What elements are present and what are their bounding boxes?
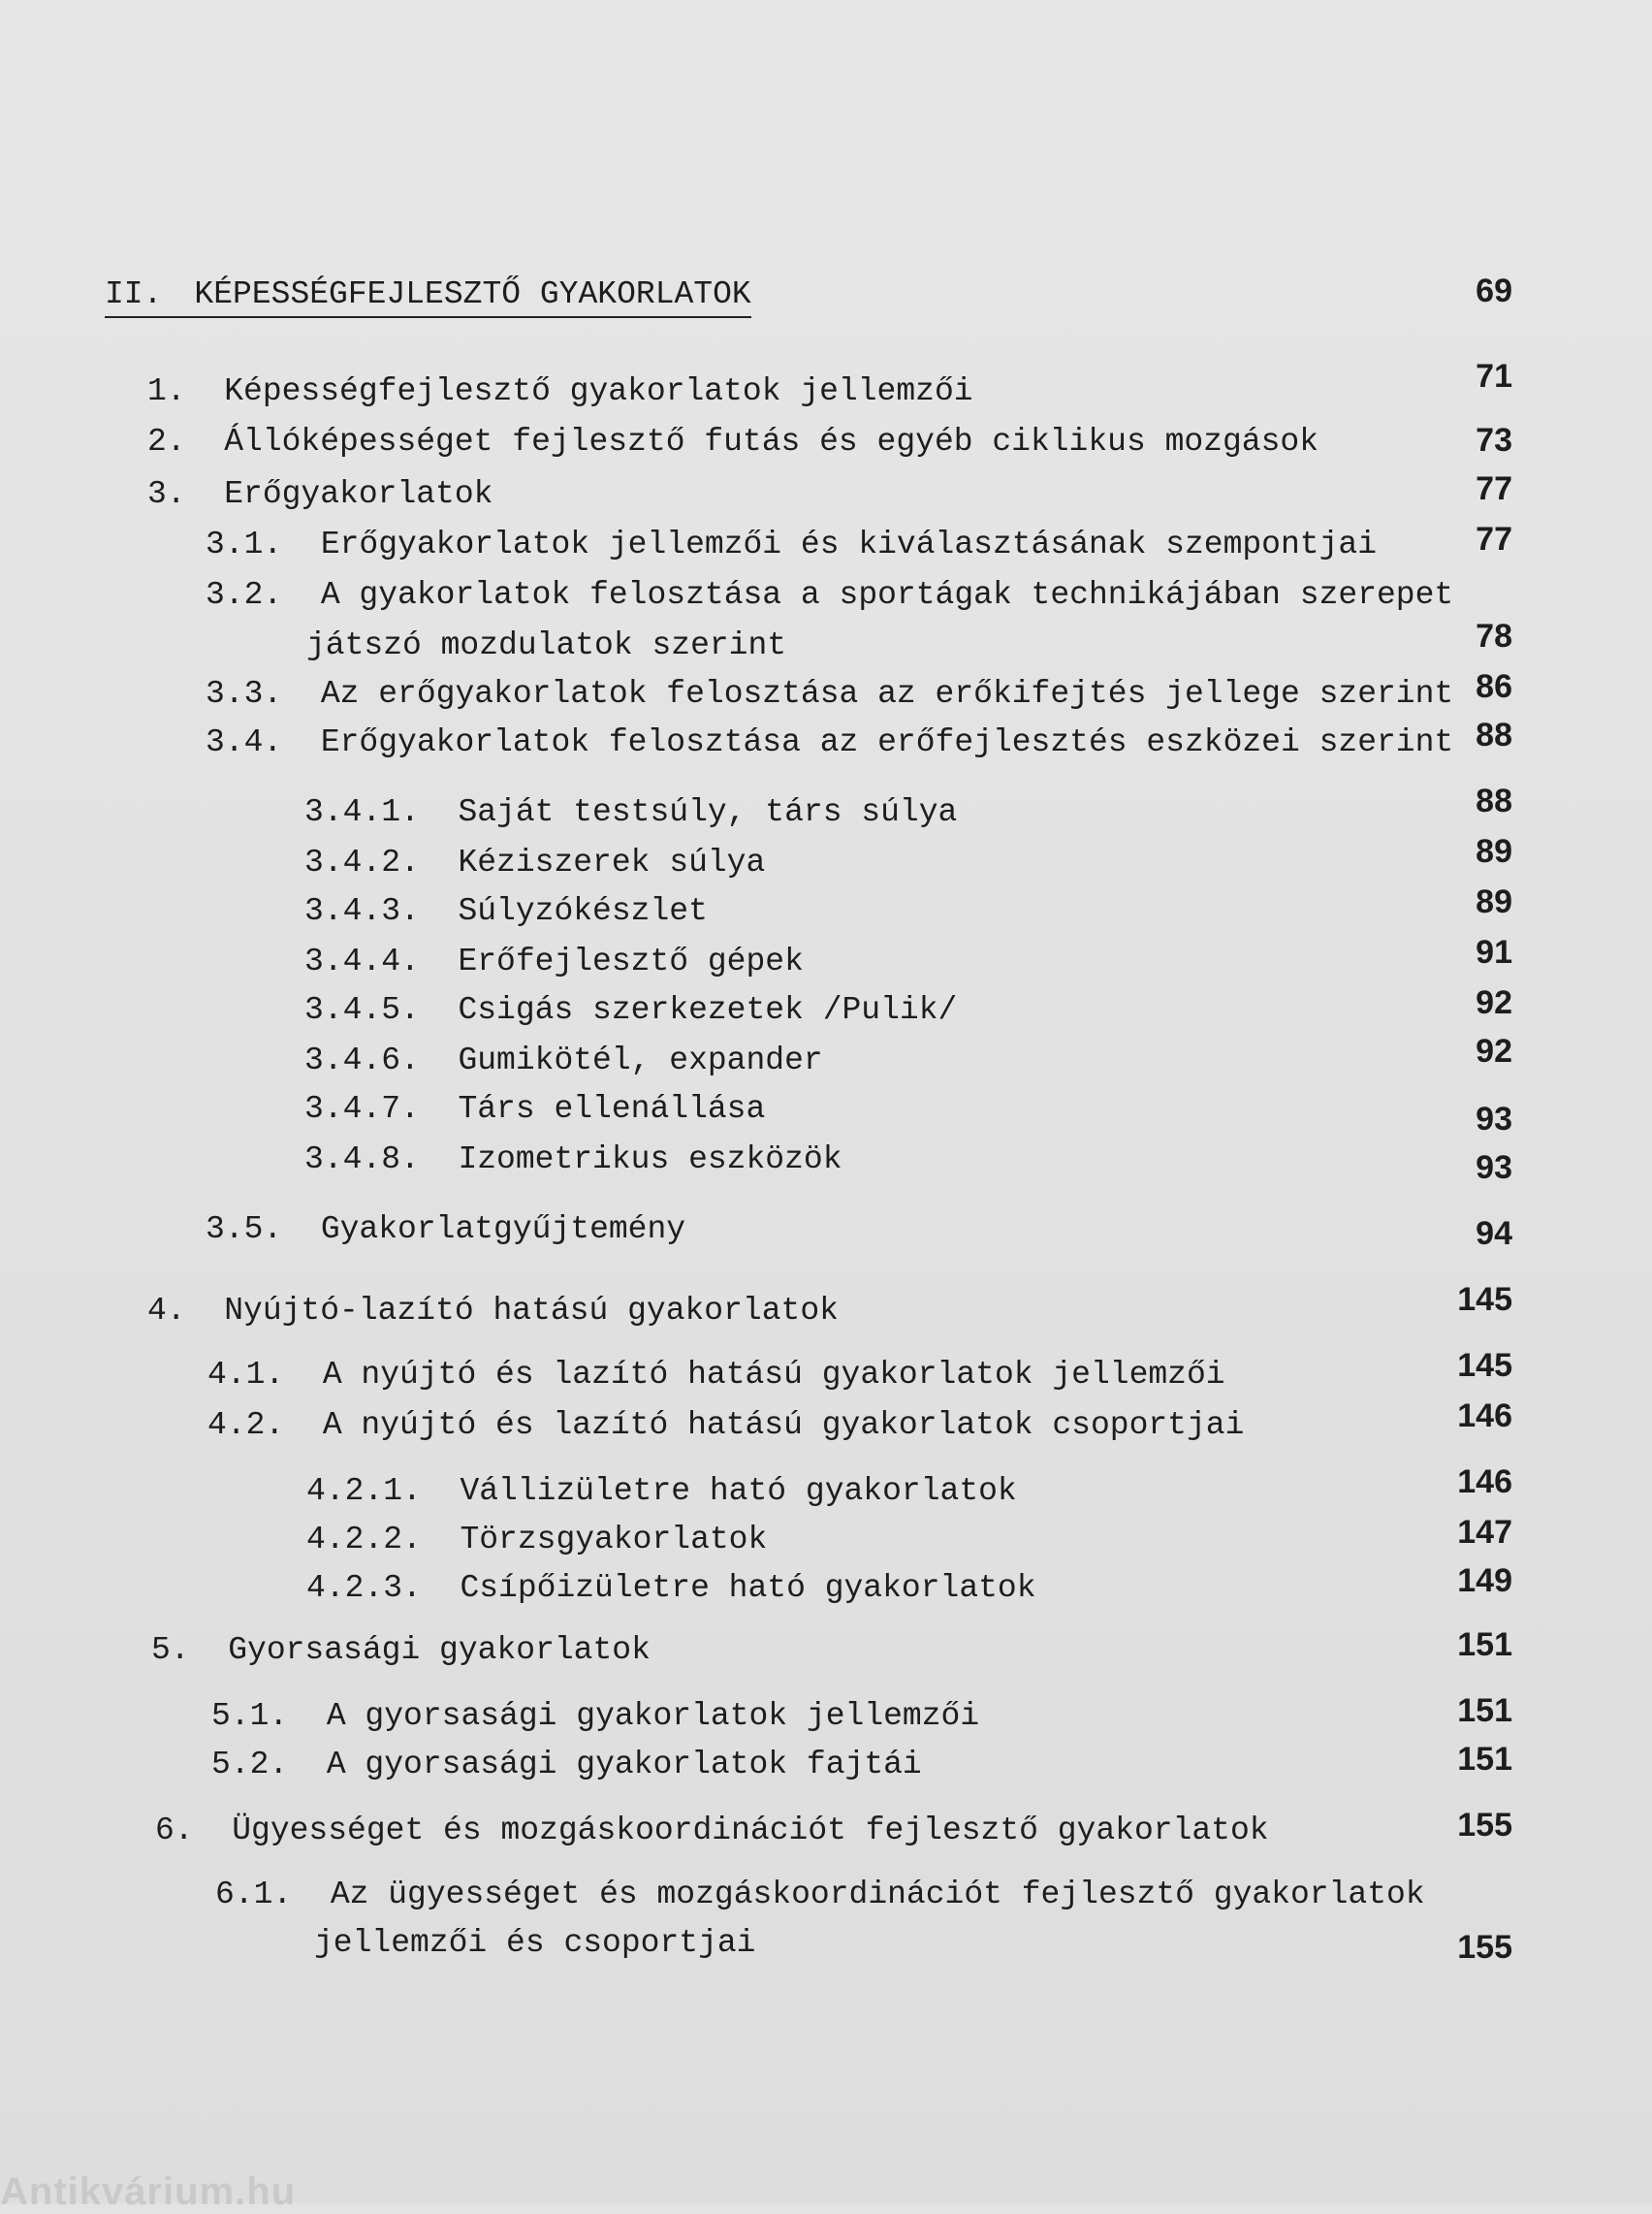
toc-entry-number: 3.4.5. xyxy=(304,992,420,1028)
toc-entry-page: 92 xyxy=(1476,984,1512,1021)
toc-entry-number: 5.1. xyxy=(211,1698,289,1734)
toc-entry-page: 78 xyxy=(1476,618,1512,655)
toc-entry-page: 77 xyxy=(1476,470,1512,507)
toc-entry xyxy=(147,475,492,514)
toc-entry-number: 4.1. xyxy=(207,1357,285,1393)
toc-entry-page: 145 xyxy=(1457,1347,1512,1384)
toc-entry-page: 71 xyxy=(1476,358,1512,395)
toc-entry-title: Kéziszerek súlya xyxy=(458,845,766,881)
toc-entry-page: 94 xyxy=(1476,1215,1512,1252)
toc-entry-title: Ügyességet és mozgáskoordinációt fejlesztő gyakorlatok xyxy=(232,1813,1269,1848)
toc-entry-title: A gyorsasági gyakorlatok jellemzői xyxy=(326,1698,980,1734)
toc-entry-title: Erőfejlesztő gépek xyxy=(458,944,804,979)
toc-entry-title: játszó mozdulatok szerint xyxy=(306,627,787,663)
toc-entry xyxy=(306,1521,767,1559)
toc-entry-title: A gyakorlatok felosztása a sportágak technikájában szerepet xyxy=(320,577,1454,613)
toc-entry-number: 3.3. xyxy=(206,676,283,712)
section-heading-page: 69 xyxy=(1476,273,1512,309)
toc-entry xyxy=(304,892,708,931)
toc-entry-page: 155 xyxy=(1457,1929,1512,1966)
toc-entry-title: A nyújtó és lazító hatású gyakorlatok csoportjai xyxy=(322,1407,1245,1443)
toc-entry-title: Izometrikus eszközök xyxy=(458,1141,842,1177)
toc-entry-number: 4.2.2. xyxy=(306,1522,422,1557)
toc-entry-title: Csípőizületre ható gyakorlatok xyxy=(460,1570,1036,1606)
toc-entry xyxy=(215,1876,1425,1914)
toc-entry-number: 3. xyxy=(147,476,186,512)
toc-entry-page: 155 xyxy=(1457,1807,1512,1844)
toc-entry xyxy=(207,1356,1225,1395)
toc-entry xyxy=(147,1292,839,1331)
toc-entry-number: 3.5. xyxy=(206,1211,283,1247)
toc-entry-page: 89 xyxy=(1476,833,1512,870)
toc-entry-title: Az ügyességet és mozgáskoordinációt fejlesztő gyakorlatok xyxy=(330,1877,1425,1912)
toc-entry xyxy=(211,1697,979,1736)
toc-entry xyxy=(206,576,1453,615)
toc-entry-page: 89 xyxy=(1476,883,1512,920)
toc-entry-title: Saját testsúly, társ súlya xyxy=(458,794,958,830)
toc-entry-page: 151 xyxy=(1457,1741,1512,1778)
toc-entry xyxy=(304,793,957,832)
section-heading-title: KÉPESSÉGFEJLESZTŐ GYAKORLATOK xyxy=(194,276,751,312)
toc-entry-page: 93 xyxy=(1476,1101,1512,1138)
toc-entry-title: Csigás szerkezetek /Pulik/ xyxy=(458,992,958,1028)
toc-entry-title: A nyújtó és lazító hatású gyakorlatok jellemzői xyxy=(322,1357,1225,1393)
toc-entry-page: 146 xyxy=(1457,1463,1512,1500)
toc-entry-title: A gyorsasági gyakorlatok fajtái xyxy=(326,1747,922,1782)
toc-entry-number: 3.4. xyxy=(206,724,283,760)
toc-entry-title: Nyújtó-lazító hatású gyakorlatok xyxy=(224,1293,839,1329)
toc-entry-number: 3.4.2. xyxy=(304,845,420,881)
toc-entry-title: Vállizületre ható gyakorlatok xyxy=(460,1473,1017,1509)
toc-entry xyxy=(304,1042,823,1080)
watermark: Antikvárium.hu xyxy=(0,2170,297,2213)
toc-entry-number: 4. xyxy=(147,1293,186,1329)
toc-entry-page: 73 xyxy=(1476,422,1512,459)
toc-entry-number: 3.4.8. xyxy=(304,1141,420,1177)
toc-entry-title: Erőgyakorlatok jellemzői és kiválasztásának szempontjai xyxy=(320,527,1378,562)
toc-entry xyxy=(306,1569,1036,1608)
toc-entry-title: Erőgyakorlatok xyxy=(224,476,493,512)
toc-entry-page: 88 xyxy=(1476,717,1512,754)
toc-entry-page: 86 xyxy=(1476,668,1512,705)
toc-entry xyxy=(306,1472,1017,1511)
toc-entry-page: 151 xyxy=(1457,1626,1512,1663)
toc-entry-page: 88 xyxy=(1476,783,1512,819)
toc-entry-number: 3.1. xyxy=(206,527,283,562)
toc-entry-number: 5. xyxy=(151,1632,190,1668)
toc-entry-number: 3.2. xyxy=(206,577,283,613)
toc-entry-title: Erőgyakorlatok felosztása az erőfejlesztés eszközei szerint xyxy=(320,724,1454,760)
toc-entry-title: Társ ellenállása xyxy=(458,1091,766,1127)
toc-entry-title: Gumikötél, expander xyxy=(458,1043,823,1078)
toc-entry-page: 149 xyxy=(1457,1562,1512,1599)
toc-entry xyxy=(206,1210,685,1249)
toc-entry-page: 93 xyxy=(1476,1149,1512,1186)
toc-entry-page: 147 xyxy=(1457,1514,1512,1551)
toc-entry-page: 77 xyxy=(1476,521,1512,558)
toc-entry-page: 151 xyxy=(1457,1692,1512,1729)
toc-entry-number: 3.4.7. xyxy=(304,1091,420,1127)
toc-entry-number: 2. xyxy=(147,424,186,460)
toc-entry xyxy=(147,372,973,411)
toc-entry-number: 5.2. xyxy=(211,1747,289,1782)
toc-entry xyxy=(304,1140,842,1179)
toc-entry xyxy=(151,1631,651,1670)
toc-entry xyxy=(304,1090,765,1129)
toc-entry-number: 3.4.4. xyxy=(304,944,420,979)
toc-entry-number: 4.2.3. xyxy=(306,1570,422,1606)
toc-entry xyxy=(304,991,957,1030)
toc-entry-number: 6. xyxy=(155,1813,194,1848)
toc-entry xyxy=(206,675,1453,714)
toc-entry-title: Gyorsasági gyakorlatok xyxy=(228,1632,651,1668)
toc-entry-number: 3.4.3. xyxy=(304,893,420,929)
toc-entry-continuation xyxy=(314,1924,755,1963)
toc-entry-number: 4.2. xyxy=(207,1407,285,1443)
toc-entry-title: Az erőgyakorlatok felosztása az erőkifejtés jellege szerint xyxy=(320,676,1454,712)
toc-entry-title: Képességfejlesztő gyakorlatok jellemzői xyxy=(224,373,973,409)
toc-entry-number: 6.1. xyxy=(215,1877,293,1912)
toc-entry-title: Törzsgyakorlatok xyxy=(460,1522,768,1557)
toc-entry-number: 3.4.6. xyxy=(304,1043,420,1078)
toc-entry-page: 146 xyxy=(1457,1397,1512,1434)
toc-entry xyxy=(207,1406,1244,1445)
toc-entry-title: Állóképességet fejlesztő futás és egyéb ciklikus mozgások xyxy=(224,424,1319,460)
toc-entry-number: 3.4.1. xyxy=(304,794,420,830)
toc-entry xyxy=(155,1812,1269,1850)
toc-entry xyxy=(206,526,1377,564)
toc-entry xyxy=(147,423,1318,462)
toc-entry-title: Gyakorlatgyűjtemény xyxy=(320,1211,686,1247)
toc-entry-page: 92 xyxy=(1476,1033,1512,1070)
section-heading-number: II. xyxy=(105,276,163,312)
toc-entry-page: 91 xyxy=(1476,934,1512,971)
toc-entry-number: 1. xyxy=(147,373,186,409)
toc-entry-number: 4.2.1. xyxy=(306,1473,422,1509)
toc-entry-title: Súlyzókészlet xyxy=(458,893,708,929)
section-heading xyxy=(105,275,751,318)
toc-entry xyxy=(211,1746,922,1784)
toc-entry-title: jellemzői és csoportjai xyxy=(314,1925,756,1961)
toc-entry xyxy=(304,943,804,981)
toc-entry-continuation xyxy=(306,626,786,665)
toc-entry xyxy=(304,844,765,882)
toc-entry xyxy=(206,723,1453,762)
toc-entry-page: 145 xyxy=(1457,1281,1512,1318)
